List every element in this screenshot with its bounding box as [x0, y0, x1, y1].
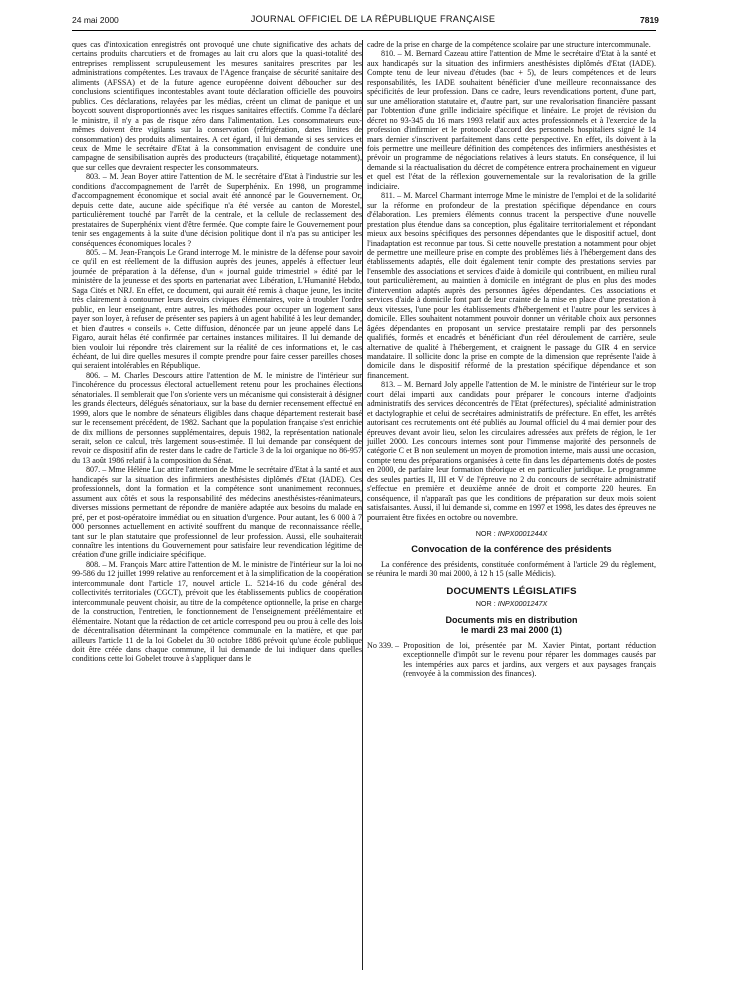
documents-subtitle-line1: Documents mis en distribution — [445, 614, 578, 625]
nor-reference-2 — [367, 599, 656, 608]
paragraph-continuation: ques cas d'intoxication enregistrés ont provoqué une chute significative des achats de certains produits charcutiers et de fromages au lait cru alors que la quasi-totalité des entreprises remplissent scrupuleusement les mesures sanitaires prescrites par les administrations compétentes. Les travaux de l'Agence française de sécurité sanitaire des aliments (AFSSA) et de la future agence européenne doivent déboucher sur des conclusions scientifiques incontestables avant toute déclaration officielle des pouvoirs publics. Ces déclarations, relayées par les médias, créent un climat de panique et un boycott souvent disproportionnés avec les risques sanitaires effectifs. Comme l'a déclaré le ministre, il n'y a pas de risque zéro dans l'alimentation. Les consommateurs eux-mêmes doivent être vigilants sur la conservation (réfrigération, dates limites de consommation) des produits alimentaires. A cet égard, il lui demande si ses services et ceux de Mme le secrétaire d'Etat à la consommation envisagent de conduire une campagne de sensibilisation auprès des producteurs (traçabilité, étiquetage notamment), que sur celles que devraient respecter les consommateurs. — [72, 40, 362, 172]
documents-subtitle-line2: le mardi 23 mai 2000 (1) — [460, 624, 563, 635]
question-810: 810. – M. Bernard Cazeau attire l'attention de Mme le secrétaire d'Etat à la santé et aux handicapés sur la situation des infirmiers anesthésistes diplômés d'Etat (IADE). Compte tenu de leur niveau d'études (bac + 5), de leurs compétences et de leurs responsabilités, les IADE souhaitent bénéficier d'une meilleure reconnaissance des spécificités de leur profession. Dans ce cadre, leurs revendications portent, d'une part, sur une amélioration statutaire et, d'autre part, sur une revalorisation financière passant par l'obtention d'une grille indiciaire spécifique et linéaire. Le projet de révision du décret no 93-345 du 16 mars 1993 relatif aux actes professionnels et à l'exercice de la profession d'infirmier et le protocole d'accord des personnels hospitaliers signé le 14 mars dernier s'inscrivent parfaitement dans cette perspective. En effet, ils doivent à la fois permettre une meilleure définition des compétences des infirmiers anesthésistes et prévoir un programme de négociations relatives à leurs statuts. En conséquence, il lui demande si la réactualisation du décret de compétence entrera prochainement en vigueur et quel est l'état de la réflexion gouvernementale sur la revalorisation de la grille indiciaire. — [367, 49, 656, 191]
document-item-number: No 339. – — [367, 640, 400, 650]
convocation-title: Convocation de la conférence des présidents — [411, 543, 612, 554]
header-rule — [72, 30, 656, 31]
document-item-339 — [367, 641, 656, 679]
question-811: 811. – M. Marcel Charmant interroge Mme le ministre de l'emploi et de la solidarité sur la réforme en profondeur de la prestation spécifique dépendance en cours d'élaboration. Les premiers éléments connus tracent la perspective d'une nouvelle prestation plus étendue dans sa conception, plus égalitaire territorialement et répondant mieux aux besoins spécifiques des personnes dépendantes que le dispositif actuel, dont l'inadaptation est reconnue par tous. Si cette nouvelle prestation a notamment pour objet de permettre une meilleure prise en compte des problèmes liés à l'hébergement dans des établissements adaptés, elle doit également tenir compte des prestations servies par l'ensemble des associations et services d'aide à domicile qui contribuent, en milieu rural tout particulièrement, au maintien à domicile en intégrant de plus en plus des modes d'intervention adaptés auprès des personnes âgées dépendantes. Ces associations et services d'aide à domicile font part de leur crainte de la mise en place d'une prestation à deux vitesses, l'une pour les établissements d'hébergement et l'autre pour les services à domicile. Elles souhaitent notamment pouvoir donner un véritable choix aux personnes âgées dépendantes en proposant un service prestataire rempli par des personnels qualifiés, formés et encadrés et bénéficiant d'un réel déroulement de carrière, seule alternative de qualité à l'hébergement, et craignent le passage du GIR 4 en service mandataire. Il sollicite donc la prise en compte de la dimension que représente l'aide à domicile dans le dispositif réformé de la prestation spécifique dépendance et son financement. — [367, 191, 656, 380]
question-808-end: cadre de la prise en charge de la compétence scolaire par une structure intercommunale. — [367, 40, 651, 49]
question-803: 803. – M. Jean Boyer attire l'attention de M. le secrétaire d'Etat à l'industrie sur les conditions d'accompagnement de l'arrêt de Superphénix. En 1998, un programme d'accompagnement économique et social avait été annoncé par le Gouvernement. Or, depuis cette date, aucune aide spécifique n'a été versée au canton de Morestel, particulièrement touché par l'arrêt de la centrale, et la cellule de reclassement des prestataires de Superphénix vient d'être fermée. Que compte faire le Gouvernement pour tenir ses engagements à la suite d'une décision politique dont il n'a pas su anticiper les conséquences économiques locales ? — [72, 172, 362, 248]
nor-code: INPX0001247X — [497, 599, 548, 609]
documents-subtitle — [367, 615, 656, 635]
column-divider — [362, 40, 363, 970]
nor-label: NOR : — [475, 529, 496, 539]
question-808: 808. – M. François Marc attire l'attention de M. le ministre de l'intérieur sur la loi no 99-586 du 12 juillet 1999 relative au renforcement et à la simplification de la coopération intercommunale dont l'article 17, nouvel article L. 5214-16 du code général des collectivités territoriales (CGCT), prévoit que les établissements publics de coopération intercommunale peuvent choisir, au titre de la compétence optionnelle, la prise en charge de la construction, l'entretien, le fonctionnement de l'enseignement préélémentaire et élémentaire. Notant que la rédaction de cet article correspond peu ou prou à celle des lois de décentralisation déterminant la compétence communale en la matière, et que par ailleurs l'article 11 de la loi Gobelet du 30 octobre 1886 prévoit qu'une école publique doit être créée dans chaque commune, il lui demande de lui indiquer dans quelles conditions cette loi Gobelet trouve à s'appliquer dans le — [72, 559, 362, 664]
right-column — [367, 40, 656, 679]
header-title: JOURNAL OFFICIEL DE LA RÉPUBLIQUE FRANÇAISE — [250, 14, 496, 24]
left-column — [72, 40, 362, 664]
header-date: 24 mai 2000 — [72, 15, 119, 25]
convocation-text: La conférence des présidents, constituée conformément à l'article 29 du règlement, se réunira le mardi 30 mai 2000, à 12 h 15 (salle Médicis). — [367, 560, 656, 579]
page-header — [0, 0, 748, 40]
question-813: 813. – M. Bernard Joly appelle l'attention de M. le ministre de l'intérieur sur le trop court délai imparti aux candidats pour préparer le concours interne d'adjoints administratifs des services déconcentrés de l'Etat (préfectures), spécialité administration et dactylographie et celui de secrétaires administratifs de préfecture. En effet, les arrêtés autorisant ces recrutements ont été publiés au Journal officiel du 4 mai dernier pour des épreuves devant avoir lieu, selon les circulaires adressées aux préfets de région, le 1er juillet 2000. Les concours internes sont pour l'immense majorité des personnels de catégorie C et B non seulement un moyen de promotion interne, mais aussi une occasion, compte tenu des préparations organisées à cette fin dans les départements dotés de postes en 2000, de parfaire leur formation théorique et en particulier juridique. Le programme des seules parties II, III et V de l'épreuve no 2 du concours de secrétaire administratif s'effectue en première et deuxième année de droit et comporte 220 heures. En conséquence, il n'apparaît pas que les conditions de préparation sur deux mois soient satisfaisantes. Aussi, il lui demande si, comme en 1997 et 1998, les dates des épreuves ne pourraient être fixées en octobre ou novembre. — [367, 380, 656, 522]
nor-code: INPX0001244X — [497, 529, 548, 539]
nor-label: NOR : — [475, 599, 496, 609]
header-page-number: 7819 — [640, 15, 659, 25]
question-806: 806. – M. Charles Descours attire l'attention de M. le ministre de l'intérieur sur l'incohérence du processus électoral actuellement retenu pour les prochaines élections sénatoriales. Il semblerait que l'on s'oriente vers un mécanisme qui consisterait à désigner les grands électeurs, délégués sénatoriaux, sur la base du dernier recensement effectué en 1999, alors que le nombre de sénateurs éligibles dans chaque département resterait basé sur le recensement précédent, de 1982. Sachant que la population française s'est enrichie de dix millions de personnes supplémentaires, depuis 1982, la représentation nationale serait, selon ce calcul, très largement sous-estimée. Il lui demande par conséquent de revoir ce dispositif afin de rester dans le cadre de l'article 3 de la loi organique no 86-957 du 13 août 1986 relatif à la composition du Sénat. — [72, 370, 362, 465]
documents-title: DOCUMENTS LÉGISLATIFS — [446, 585, 577, 597]
document-item-text: Proposition de loi, présentée par M. Xavier Pintat, portant réduction exceptionnelle d'impôt sur le revenu pour réparer les dommages causés par les intempéries aux parcs et jardins, aux vergers et aux paysages français (renvoyée à la commission des finances). — [403, 640, 656, 679]
question-805: 805. – M. Jean-François Le Grand interroge M. le ministre de la défense pour savoir ce qu'il en est réellement de la diffusion auprès des jeunes, appelés à effectuer leur journée de préparation à la défense, d'un « journal guide trimestriel » édité par le ministère de la jeunesse et des sports en partenariat avec Libération, L'Humanité Hebdo, Saga Cités et NRJ. En effet, ce document, qui aurait été remis à chaque jeune, les incite très clairement à contourner leurs devoirs civiques élémentaires, voire à troubler l'ordre public, en leur enseignant, entre autres, les méthodes pour occuper un logement sans payer son loyer, à refuser de présenter ses papiers à un agent habilité à les leur demander, et bien d'autres « conseils ». Cette diffusion, dénoncée par un jeune appelé dans Le Figaro, aurait hélas été confirmée par certaines instances militaires. Il lui demande de bien vouloir lui répondre très clairement sur la réalité de ces informations et, le cas échéant, de lui dire quelles mesures il compte prendre pour faire cesser pareilles choses qui seraient intolérables en République. — [72, 247, 362, 371]
nor-reference-1 — [367, 529, 656, 538]
question-807: 807. – Mme Hélène Luc attire l'attention de Mme le secrétaire d'Etat à la santé et aux handicapés sur la situation des infirmiers anesthésistes diplômés d'Etat (IADE). Ces professionnels, dont la formation et la compétence sont unanimement reconnues, assument aux côtés et sous la responsabilité des médecins anesthésistes-réanimateurs, diverses missions permettant de répondre de manière adaptée aux besoins du malade en pré, per et post-opératoire immédiat ou en situation d'urgence. Pour autant, les 6 000 à 7 000 personnes actuellement en activité souffrent du manque de reconnaissance réelle, tant sur le plan statutaire que professionnel de leur profession. Aussi, elle souhaiterait connaître les intentions du Gouvernement pour satisfaire leur revendication légitime de création d'une grille indiciaire spécifique. — [72, 465, 362, 560]
